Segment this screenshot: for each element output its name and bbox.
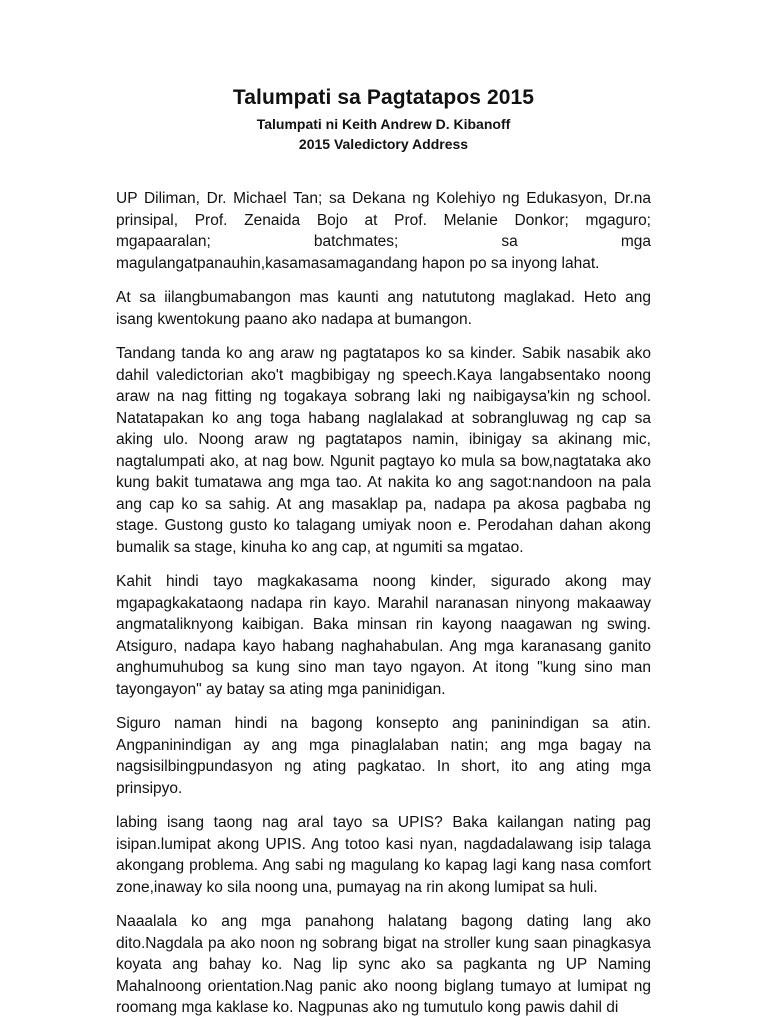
document-subtitle-author: Talumpati ni Keith Andrew D. Kibanoff — [256, 116, 511, 132]
body-paragraph: UP Diliman, Dr. Michael Tan; sa Dekana ng Kolehiyo ng Edukasyon, Dr.na prinsipal, Prof. Zenaida Bojo at Prof. Melanie Donkor; mgaguro; mgapaaralan; batchmates; sa mga magulangatpanauhin,kasamasamagandang hapon po sa inyong lahat. — [116, 190, 651, 272]
document-subtitle-event: 2015 Valedictory Address — [298, 136, 469, 152]
body-paragraph: labing isang taong nag aral tayo sa UPIS? Baka kailangan nating pag isipan.lumipat akong UPIS. Ang totoo kasi nyan, nagdadalawang isip talaga akongang problema. Ang sabi ng magulang ko kapag lagi kang nasa comfort zone,inaway ko sila noong una, pumayag na rin akong lumipat sa huli. — [116, 814, 651, 896]
body-paragraph: Siguro naman hindi na bagong konsepto ang paninindigan sa atin. Angpaninindigan ay ang mga pinaglalaban natin; ang mga bagay na nagsisilbingpundasyon ng ating pagkatao. In short, ito ang ating mga prinsipyo. — [116, 715, 651, 797]
body-paragraph: Naaalala ko ang mga panahong halatang bagong dating lang ako dito.Nagdala pa ako noon ng sobrang bigat na stroller kung saan pinagkasya koyata ang bahay ko. Nag lip sync ako sa pagkanta ng UP Naming Mahalnoong orientation.Nag panic ako noong biglang tumayo at lumipat ng roomang mga kaklase ko. Nagpunas ako ng tumutulo kong pawis dahil di — [116, 913, 651, 1016]
body-paragraph: Tandang tanda ko ang araw ng pagtatapos ko sa kinder. Sabik nasabik ako dahil valedictorian ako't magbibigay ng speech.Kaya langabsentako noong araw na nag fitting ng togakaya sobrang laki ng naibigaysa'kin ng school. Natatapakan ko ang toga habang naglalakad at sobrangluwag ng cap sa aking ulo. Noong araw ng pagtatapos namin, ibinigay sa akinang mic, nagtalumpati ako, at nag bow. Ngunit pagtayo ko mula sa bow,nagtataka ako kung bakit tumatawa ang mga tao. At nakita ko ang sagot:nandoon na pala ang cap ko sa sahig. At ang masaklap pa, nadapa pa akosa pagbaba ng stage. Gustong gusto ko talagang umiyak noon e. Perodahan dahan akong bumalik sa stage, kinuha ko ang cap, at ngumiti sa mgatao. — [116, 345, 651, 556]
document-title: Talumpati sa Pagtatapos 2015 — [232, 86, 535, 109]
document-body — [116, 188, 651, 1019]
body-paragraph: At sa iilangbumabangon mas kaunti ang natututong maglakad. Heto ang isang kwentokung paano ako nadapa at bumangon. — [116, 289, 651, 328]
body-paragraph: Kahit hindi tayo magkakasama noong kinder, sigurado akong may mgapagkakataong nadapa rin kayo. Marahil naranasan ninyong makaaway angmataliknyong kaibigan. Baka minsan rin kayong naagawan ng swing. Atsiguro, nadapa kayo habang naghahabulan. Ang mga karanasang ganito anghumuhubog sa kung sino man tayo ngayon. At itong "kung sino man tayongayon" ay batay sa ating mga paninidigan. — [116, 573, 651, 698]
document-page — [116, 86, 651, 1032]
